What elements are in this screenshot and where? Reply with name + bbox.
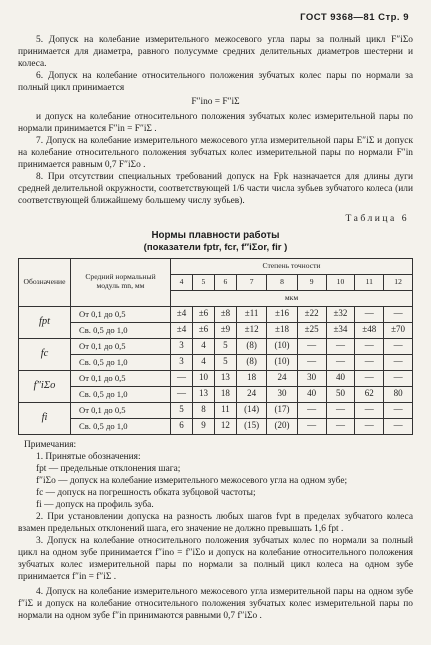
table-cell: 3 [171, 354, 193, 370]
table-cell: 18 [236, 370, 266, 386]
table-cell: 30 [297, 370, 326, 386]
degree-4: 4 [171, 274, 193, 290]
table-row [19, 370, 413, 386]
table-cell: 5 [214, 354, 236, 370]
row-symbol: fc [19, 338, 71, 370]
degree-7: 7 [236, 274, 266, 290]
table-cell: — [384, 354, 413, 370]
row-symbol: fi [19, 402, 71, 434]
table-row [19, 306, 413, 322]
table-row [19, 338, 413, 354]
table-cell: ±6 [192, 306, 214, 322]
header-degree: Степень точности [171, 258, 413, 274]
table-row [19, 418, 413, 434]
note-1c: fc — допуск на погрешность обката зубцовой частоты; [36, 487, 256, 498]
table-cell: ±11 [236, 306, 266, 322]
table-cell: 24 [267, 370, 297, 386]
paragraph-6-continued: и допуск на колебание относительного положения зубчатых колес измерительной пары по нормали принимается F″in = F″iΣ . [18, 112, 413, 135]
table-cell: ±6 [192, 322, 214, 338]
table-cell: (10) [267, 354, 297, 370]
degree-9: 9 [297, 274, 326, 290]
table-cell: ±4 [171, 306, 193, 322]
table-cell: 13 [214, 370, 236, 386]
table-cell: — [171, 370, 193, 386]
note-1a: fpt — предельные отклонения шага; [36, 463, 181, 474]
table-cell: — [384, 338, 413, 354]
table-cell: 24 [236, 386, 266, 402]
row-module: Св. 0,5 до 1,0 [71, 386, 171, 402]
notes-heading: Примечания: [24, 439, 77, 450]
table-cell: ±32 [326, 306, 355, 322]
table-row [19, 322, 413, 338]
paragraph-8: 8. При отсутствии специальных требований допуск на Fpk назначается для длины дуги средней делительной окружности, соответствующей 1/6 части числа зубьев зубчатого колеса (или соответствующей ближайшему большему числу зубьев). [18, 172, 413, 207]
table-cell: — [355, 338, 384, 354]
table-cell: 5 [171, 402, 193, 418]
table-cell: — [297, 418, 326, 434]
table-cell: 4 [192, 354, 214, 370]
note-1d: fi — допуск на профиль зуба. [36, 499, 154, 510]
table-row [19, 386, 413, 402]
table-cell: — [297, 338, 326, 354]
table-cell: ±12 [236, 322, 266, 338]
degree-10: 10 [326, 274, 355, 290]
paragraph-7: 7. Допуск на колебание измерительного межосевого угла измерительной пары E″iΣ и допуск на колебание относительного положения зубчатых колес измерительной пары по нормали F″in принимается равным 0,7 F″iΣo . [18, 136, 413, 171]
table-cell: (20) [267, 418, 297, 434]
table-cell: — [384, 402, 413, 418]
row-module: Св. 0,5 до 1,0 [71, 322, 171, 338]
row-module: От 0,1 до 0,5 [71, 338, 171, 354]
table-cell: ±4 [171, 322, 193, 338]
table-cell: ±9 [214, 322, 236, 338]
note-1: 1. Принятые обозначения: [36, 451, 141, 462]
paragraph-5: 5. Допуск на колебание измерительного межосевого угла пары за полный цикл F″iΣo принимается для диаметра, равного полусумме средних делительных диаметров шестерни и колеса. [18, 35, 413, 70]
table-cell: (10) [267, 338, 297, 354]
table-cell: (14) [236, 402, 266, 418]
table-cell: 4 [192, 338, 214, 354]
table-cell: (17) [267, 402, 297, 418]
note-3: 3. Допуск на колебание относительного положения зубчатых колес по нормали за полный цикл на одном зубе принимается f″ino = f″iΣo и допуск на колебание относительного положения зубчатых колес измерительной пары по нормали за полный цикл колеса на одном зубе принимается f″in = f″iΣ . [18, 535, 413, 582]
table-cell: ±34 [326, 322, 355, 338]
table-cell: (8) [236, 354, 266, 370]
table-cell: (15) [236, 418, 266, 434]
row-module: От 0,1 до 0,5 [71, 306, 171, 322]
table-cell: 3 [171, 338, 193, 354]
table-cell: ±25 [297, 322, 326, 338]
table-cell: 10 [192, 370, 214, 386]
table-cell: 13 [192, 386, 214, 402]
table-cell: — [326, 338, 355, 354]
table-cell: 18 [214, 386, 236, 402]
table-number: Таблица 6 [345, 213, 409, 225]
row-symbol: fpt [19, 306, 71, 338]
table-cell: — [326, 402, 355, 418]
table-cell: — [384, 370, 413, 386]
table-cell: 50 [326, 386, 355, 402]
table-cell: — [297, 354, 326, 370]
table-cell: — [171, 386, 193, 402]
note-1b: f″iΣo — допуск на колебание измерительного межосевого угла на одном зубе; [36, 475, 348, 486]
table-cell: 40 [297, 386, 326, 402]
table-cell: 12 [214, 418, 236, 434]
paragraph-6: 6. Допуск на колебание относительного положения зубчатых колес пары по нормали за полный цикл принимается [18, 71, 413, 94]
table-subtitle: (показатели fptr, fcr, f″iΣor, fir ) [143, 242, 288, 254]
note-2: 2. При установлении допуска на разность любых шагов fvpt в пределах зубчатого колеса взамен предельных отклонений шага, его значение не должно превышать 1,6 fpt . [18, 511, 413, 534]
degree-5: 5 [192, 274, 214, 290]
document-body [18, 34, 413, 622]
table-cell: — [384, 306, 413, 322]
table-cell: ±16 [267, 306, 297, 322]
row-module: Св. 0,5 до 1,0 [71, 418, 171, 434]
formula-6: F″ino = F″iΣ [191, 97, 240, 108]
table-cell: ±8 [214, 306, 236, 322]
table-row [19, 402, 413, 418]
table-cell: (8) [236, 338, 266, 354]
table-cell: — [297, 402, 326, 418]
table-cell: — [355, 402, 384, 418]
row-symbol: f″iΣo [19, 370, 71, 402]
table-cell: ±18 [267, 322, 297, 338]
table-cell: — [326, 354, 355, 370]
degree-8: 8 [267, 274, 297, 290]
table-cell: 80 [384, 386, 413, 402]
table-cell: 6 [171, 418, 193, 434]
table-body [19, 306, 413, 434]
table-cell: 62 [355, 386, 384, 402]
table-cell: ±70 [384, 322, 413, 338]
table-cell: 5 [214, 338, 236, 354]
table-cell: 11 [214, 402, 236, 418]
table-cell: — [326, 418, 355, 434]
row-module: Св. 0,5 до 1,0 [71, 354, 171, 370]
header-unit: мкм [171, 290, 413, 306]
table-cell: ±48 [355, 322, 384, 338]
table-cell: 30 [267, 386, 297, 402]
row-module: От 0,1 до 0,5 [71, 370, 171, 386]
note-4: 4. Допуск на колебание измерительного межосевого угла измерительной пары на одном зубе f″iΣ и допуск на колебание относительного положения зубчатых колес измерительной пары по нормали на одном зубе f″in принимаются равными 0,7 f″iΣo . [18, 586, 413, 621]
table-title: Нормы плавности работы [151, 229, 280, 241]
table-cell: — [355, 418, 384, 434]
norms-table [18, 258, 413, 435]
table-cell: — [355, 306, 384, 322]
table-cell: 9 [192, 418, 214, 434]
degree-11: 11 [355, 274, 384, 290]
degree-6: 6 [214, 274, 236, 290]
table-row [19, 354, 413, 370]
degree-12: 12 [384, 274, 413, 290]
table-cell: — [355, 354, 384, 370]
header-designation: Обозначение [19, 258, 71, 306]
table-cell: — [355, 370, 384, 386]
page-header: ГОСТ 9368—81 Стр. 9 [300, 12, 409, 23]
table-cell: — [384, 418, 413, 434]
header-module: Средний нормальный модуль mn, мм [71, 258, 171, 306]
notes-section [18, 439, 413, 622]
row-module: От 0,1 до 0,5 [71, 402, 171, 418]
table-cell: ±22 [297, 306, 326, 322]
table-cell: 40 [326, 370, 355, 386]
table-cell: 8 [192, 402, 214, 418]
